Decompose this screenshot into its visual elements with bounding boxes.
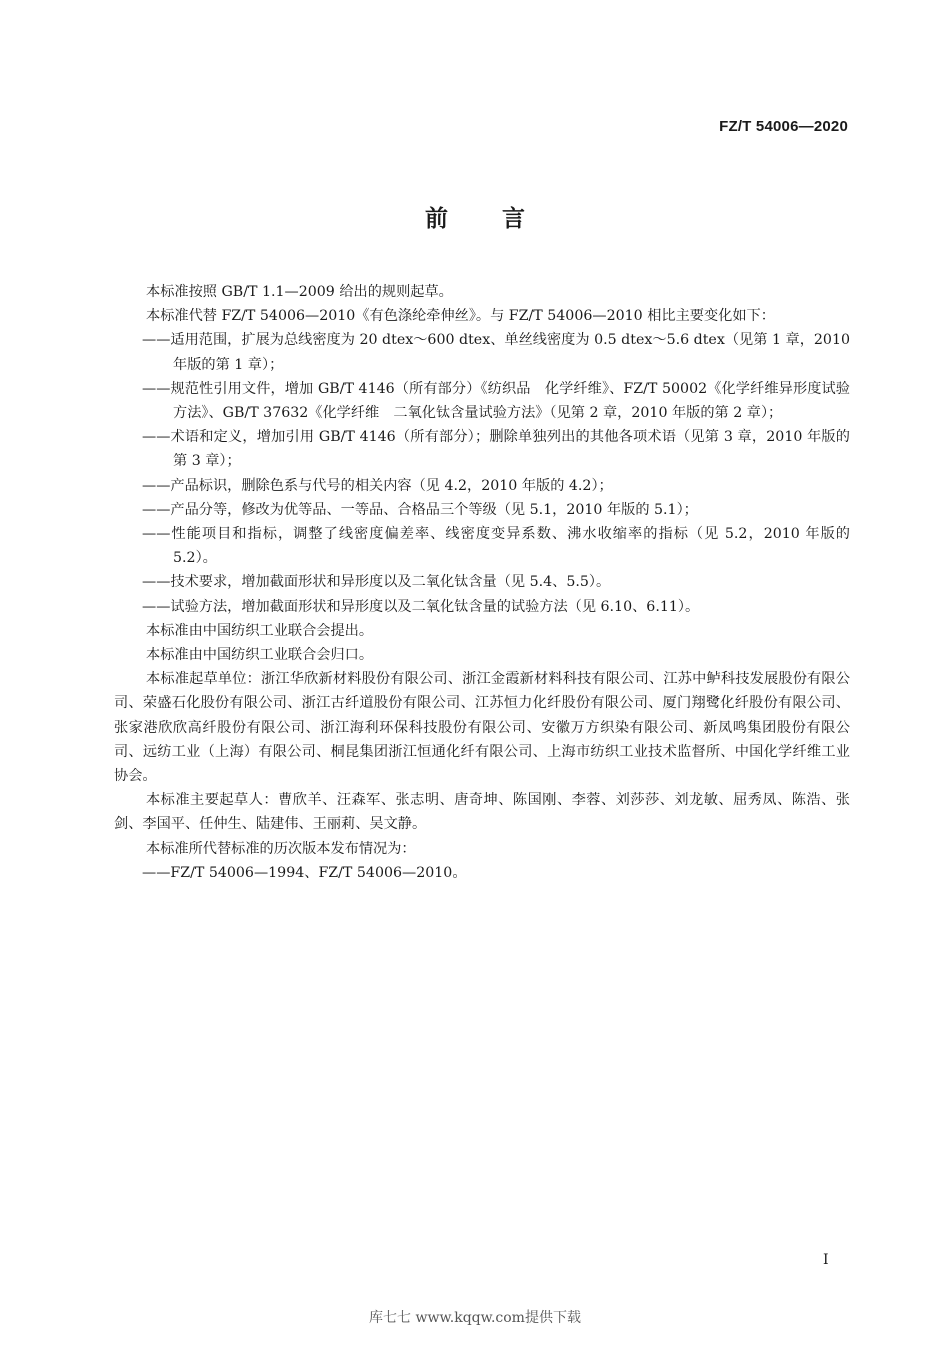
paragraph-managed-by: 本标准由中国纺织工业联合会归口。 [146,647,374,664]
change-item: ——规范性引用文件，增加 GB/T 4146（所有部分）《纺织品 化学纤维》、FZ/T 50002《化学纤维异形度试验方法》、GB/T 37632《化学纤维 二氧化钛含量试验方法》（见第 2 章，2010 年版的第 2 章）； [142,380,850,422]
change-item: ——技术要求，增加截面形状和异形度以及二氧化钛含量（见 5.4、5.5）。 [142,574,611,591]
page-title-char-1: 前 [425,206,448,232]
change-item: ——产品标识，删除色系与代号的相关内容（见 4.2，2010 年版的 4.2）； [142,477,613,494]
paragraph-proposed-by: 本标准由中国纺织工业联合会提出。 [146,622,374,639]
page-title-char-2: 言 [502,206,525,232]
change-item: ——术语和定义，增加引用 GB/T 4146（所有部分）；删除单独列出的其他各项术语（见第 3 章，2010 年版的第 3 章）； [142,429,850,470]
paragraph-drafters: 本标准主要起草人：曹欣羊、汪森军、张志明、唐奇坤、陈国刚、李蓉、刘莎莎、刘龙敏、屈秀凤、陈浩、张剑、李国平、任仲生、陆建伟、王丽莉、吴文静。 [114,792,850,833]
foreword-body [114,280,850,885]
paragraph-replacement: 本标准代替 FZ/T 54006—2010《有色涤纶牵伸丝》。与 FZ/T 54006—2010 相比主要变化如下： [146,308,775,325]
change-item: ——产品分等，修改为优等品、一等品、合格品三个等级（见 5.1，2010 年版的 5.1）； [142,501,698,518]
page-number: I [823,1252,829,1268]
change-item: ——适用范围，扩展为总线密度为 20 dtex～600 dtex、单丝线密度为 0.5 dtex～5.6 dtex（见第 1 章，2010 年版的第 1 章）； [142,332,850,373]
download-watermark: 库七七 www.kqqw.com提供下载 [369,1310,581,1326]
paragraph-drafting-rules: 本标准按照 GB/T 1.1—2009 给出的规则起草。 [146,284,453,300]
change-item: ——试验方法，增加截面形状和异形度以及二氧化钛含量的试验方法（见 6.10、6.11）。 [142,598,700,615]
paragraph-history-intro: 本标准所代替标准的历次版本发布情况为： [146,840,416,857]
changes-list [114,328,850,618]
paragraph-drafting-units: 本标准起草单位：浙江华欣新材料股份有限公司、浙江金霞新材料科技有限公司、江苏中鲈科技发展股份有限公司、荣盛石化股份有限公司、浙江古纤道股份有限公司、江苏恒力化纤股份有限公司、厦门翔鹭化纤股份有限公司、张家港欣欣高纤股份有限公司、浙江海利环保科技股份有限公司、安徽万方织染有限公司、新凤鸣集团股份有限公司、远纺工业（上海）有限公司、桐昆集团浙江恒通化纤有限公司、上海市纺织工业技术监督所、中国化学纤维工业协会。 [114,671,850,785]
standard-code: FZ/T 54006—2020 [719,118,848,135]
history-item: ——FZ/T 54006—1994、FZ/T 54006—2010。 [142,864,467,881]
change-item: ——性能项目和指标，调整了线密度偏差率、线密度变异系数、沸水收缩率的指标（见 5.2，2010 年版的 5.2）。 [142,526,850,567]
page-title [0,200,950,233]
